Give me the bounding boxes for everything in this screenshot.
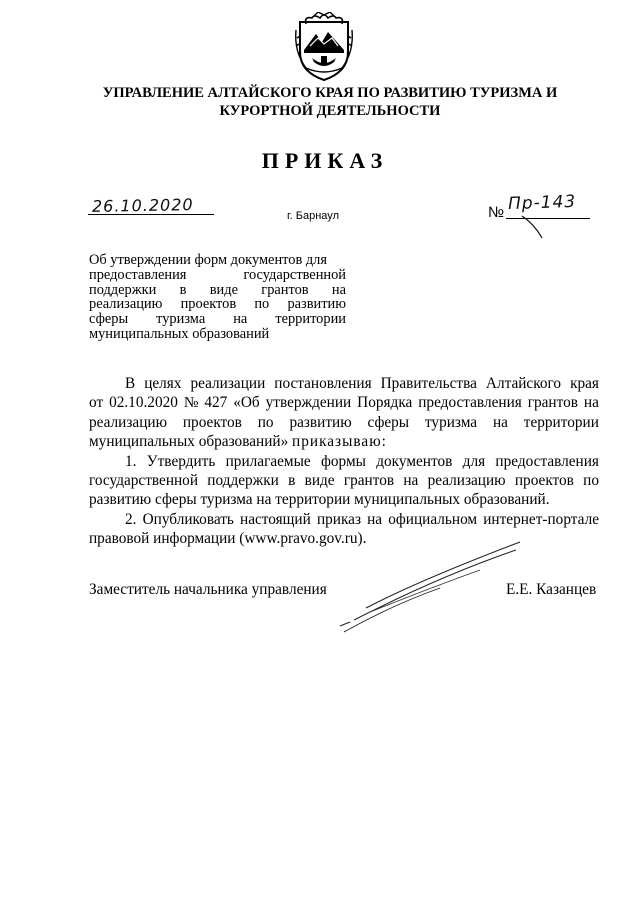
subject-line-3 xyxy=(89,283,346,298)
paragraph-1-line-3 xyxy=(89,413,599,432)
word: прилагаемые xyxy=(225,452,311,470)
word: по xyxy=(257,413,274,431)
document-subject xyxy=(89,253,346,342)
word: предоставления xyxy=(418,394,522,412)
word: 427 xyxy=(204,394,228,412)
word: грантов xyxy=(261,281,309,298)
word: по xyxy=(254,296,270,313)
word: территории xyxy=(523,413,599,431)
word: для xyxy=(462,452,486,470)
paragraph-2-line-3: развитию сферы туризма на территории муниципальных образований. xyxy=(89,491,550,509)
order-keyword: приказываю: xyxy=(292,433,387,451)
paragraph-3-line-1 xyxy=(89,510,599,529)
word: официальном xyxy=(388,510,478,528)
paragraph-1-line-4 xyxy=(89,432,599,451)
paragraph-2-line-1 xyxy=(89,452,599,471)
word: на xyxy=(492,413,508,431)
word: сферы xyxy=(367,413,410,431)
word: государственной xyxy=(89,472,199,490)
document-body xyxy=(89,374,599,549)
document-number: Пр-143 xyxy=(507,191,577,215)
subject-line-1: Об утверждении форм документов для xyxy=(89,252,327,268)
word: реализацию xyxy=(427,472,506,490)
city: г. Барнаул xyxy=(287,210,339,222)
word: края xyxy=(570,375,599,392)
coat-of-arms-icon xyxy=(292,12,356,82)
word: документов xyxy=(376,452,453,470)
org-line-2: КУРОРТНОЙ ДЕЯТЕЛЬНОСТИ xyxy=(219,103,441,119)
word: туризма xyxy=(424,413,478,431)
handwritten-signature-icon xyxy=(330,536,530,646)
word: развитию xyxy=(287,296,346,313)
word: проектов xyxy=(180,296,237,313)
number-sign: № xyxy=(488,204,505,221)
word: поддержки xyxy=(89,281,157,298)
word: на xyxy=(403,472,419,490)
word: на xyxy=(583,394,599,412)
word: от xyxy=(89,394,104,412)
signatory-role: Заместитель начальника управления xyxy=(89,581,327,598)
word: Утвердить xyxy=(146,452,216,470)
paragraph-1-line-2 xyxy=(89,393,599,412)
word: виде xyxy=(209,281,238,298)
word: постановления xyxy=(274,375,372,392)
word: на xyxy=(233,311,248,328)
word: Алтайского xyxy=(485,375,562,392)
document-date: 26.10.2020 xyxy=(91,195,194,216)
word: грантов xyxy=(527,394,578,412)
word: реализацию xyxy=(89,296,163,313)
word: В xyxy=(125,375,136,392)
word: туризма xyxy=(156,311,206,328)
organization-name xyxy=(60,84,600,120)
org-line-1: УПРАВЛЕНИЕ АЛТАЙСКОГО КРАЯ ПО РАЗВИТИЮ ТУРИЗМА И xyxy=(102,85,558,101)
number-stroke-icon xyxy=(520,214,550,240)
word: на xyxy=(331,281,346,298)
word: в xyxy=(288,472,296,490)
word: проектов xyxy=(514,472,574,490)
word: настоящий xyxy=(240,510,311,528)
word: 1. xyxy=(125,452,137,470)
word: предоставления xyxy=(89,266,187,283)
word: целях xyxy=(144,375,182,392)
word: виде xyxy=(304,472,335,490)
word: в xyxy=(179,281,187,298)
subject-line-2 xyxy=(89,268,346,283)
word: грантов xyxy=(343,472,395,490)
word: № xyxy=(183,394,199,412)
word: проектов xyxy=(182,413,242,431)
paragraph-2-line-2 xyxy=(89,471,599,490)
word: развитию xyxy=(289,413,352,431)
paragraph-1-line-4-text: муниципальных образований» xyxy=(89,433,289,451)
word: приказ xyxy=(316,510,361,528)
word: предоставления xyxy=(495,452,599,470)
paragraph-1-line-1 xyxy=(89,374,599,393)
word: Опубликовать xyxy=(142,510,234,528)
word: реализацию xyxy=(89,413,168,431)
word: Порядка xyxy=(357,394,413,412)
word: «Об xyxy=(233,394,260,412)
word: 02.10.2020 xyxy=(109,394,178,412)
word: поддержки xyxy=(207,472,279,490)
paragraph-3-line-2: правовой информации (www.pravo.gov.ru). xyxy=(89,530,367,548)
word: сферы xyxy=(89,311,129,328)
word: 2. xyxy=(125,510,137,528)
document-title: ПРИКАЗ xyxy=(261,148,389,173)
word: формы xyxy=(320,452,366,470)
word: реализации xyxy=(190,375,266,392)
word: по xyxy=(583,472,599,490)
word: территории xyxy=(275,311,346,328)
word: интернет-портале xyxy=(483,510,599,528)
word: государственной xyxy=(243,266,346,283)
subject-line-4 xyxy=(89,297,346,312)
word: на xyxy=(367,510,383,528)
date-underline xyxy=(88,214,214,215)
subject-line-5 xyxy=(89,312,346,327)
word: Правительства xyxy=(380,375,477,392)
signatory-name: Е.Е. Казанцев xyxy=(506,581,597,598)
subject-line-6: муниципальных образований xyxy=(89,325,270,342)
word: утверждении xyxy=(265,394,352,412)
